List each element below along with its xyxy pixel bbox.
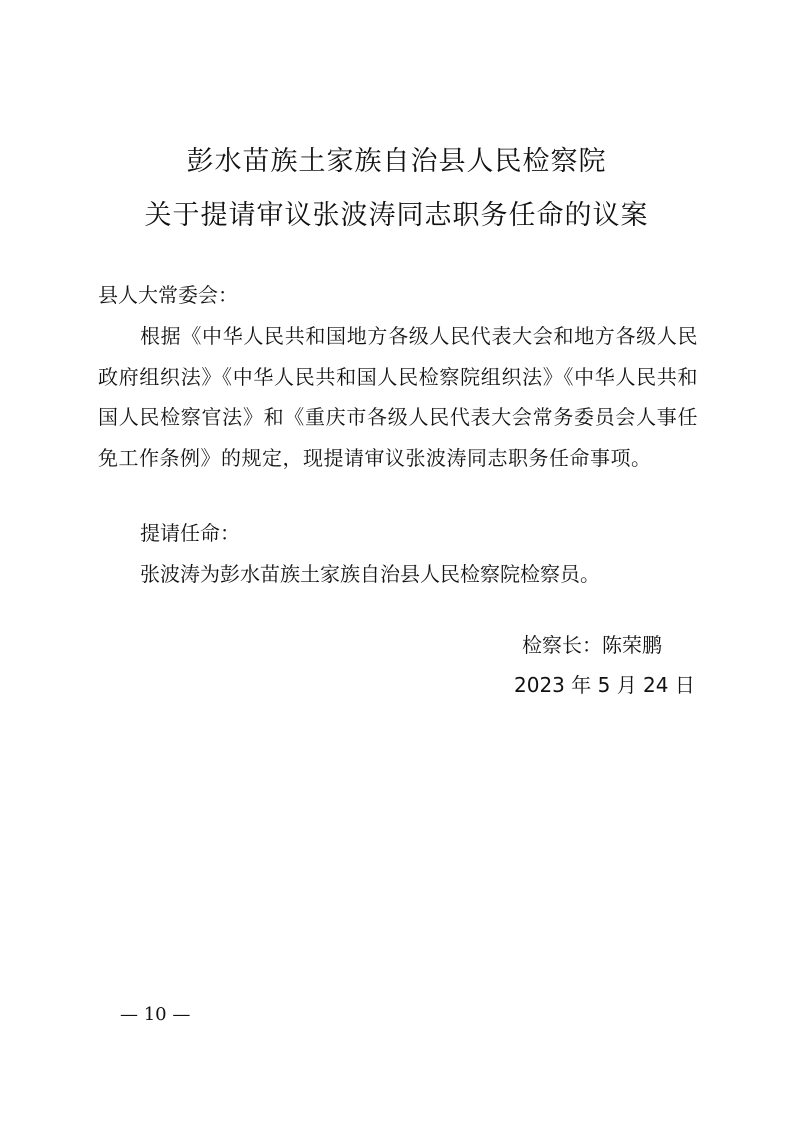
- document-title-line-1: 彭水苗族土家族自治县人民检察院: [186, 146, 607, 177]
- request-label: 提请任命：: [140, 521, 240, 545]
- body-paragraph: 根据《中华人民共和国地方各级人民代表大会和地方各级人民政府组织法》《中华人民共和国人民检察院组织法》《中华人民共和国人民检察官法》和《重庆市各级人民代表大会常务委员会人事任免工作条例》的规定，现提请审议张波涛同志职务任命事项。: [98, 324, 698, 470]
- document-date: 2023 年 5 月 24 日: [514, 673, 695, 697]
- signature: 检察长：陈荣鹏: [522, 633, 662, 657]
- appointment-text: 张波涛为彭水苗族土家族自治县人民检察院检察员。: [140, 562, 600, 586]
- document-title-line-2: 关于提请审议张波涛同志职务任命的议案: [144, 200, 649, 231]
- page-number: — 10 —: [120, 1004, 191, 1025]
- addressee: 县人大常委会：: [98, 283, 238, 307]
